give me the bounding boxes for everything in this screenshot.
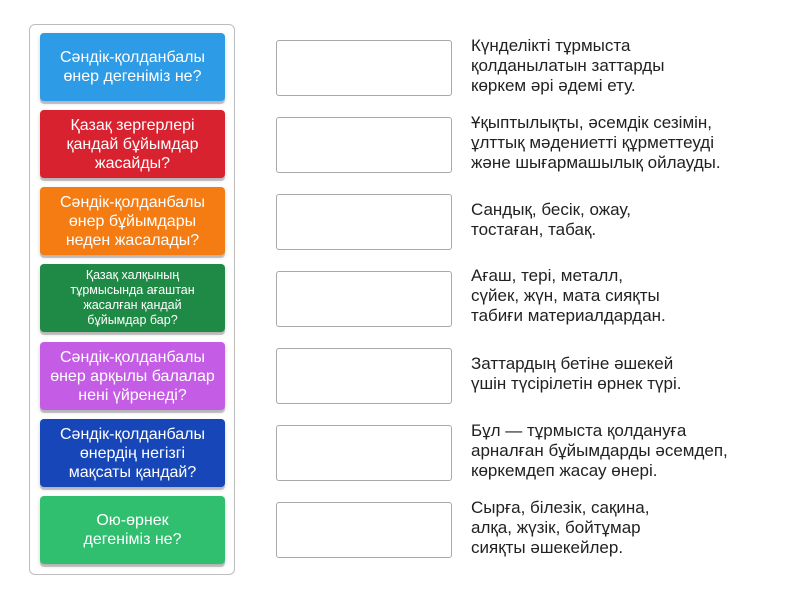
answer-drop-slot-1[interactable] [276, 40, 452, 96]
question-tile-label: Ою-өрнек дегеніміз не? [83, 512, 182, 548]
question-tile-1[interactable] [40, 33, 225, 101]
question-tile-label: Сәндік-қолданбалы өнердің негізгі мақсаты қандай? [60, 425, 205, 481]
question-tile-label: Қазақ зергерлері қандай бұйымдар жасайды? [66, 116, 199, 172]
definition-text-6: Бұл — тұрмыста қолдануға арналған бұйымдарды әсемдеп, көркемдеп жасау өнері. [471, 421, 728, 480]
question-tile-label: Сәндік-қолданбалы өнер арқылы балалар нені үйренеді? [50, 348, 215, 404]
question-tile-6[interactable] [40, 419, 225, 487]
question-tile-7[interactable] [40, 496, 225, 564]
tile-tray [29, 24, 235, 575]
answer-drop-slot-6[interactable] [276, 425, 452, 481]
definition-text-7: Сырға, білезік, сақина, алқа, жүзік, бойтұмар сияқты әшекейлер. [471, 498, 650, 557]
definition-text-1: Күнделікті тұрмыста қолданылатын заттарды көркем әрі әдемі ету. [471, 36, 665, 95]
question-tile-label: Сәндік-қолданбалы өнер дегеніміз не? [60, 49, 205, 85]
question-tile-label: Қазақ халқының тұрмысында ағаштан жасалған қандай бұйымдар бар? [70, 268, 195, 327]
answer-drop-slot-7[interactable] [276, 502, 452, 558]
question-tile-2[interactable] [40, 110, 225, 178]
definition-text-5: Заттардың бетіне әшекей үшін түсірілетін өрнек түрі. [471, 354, 682, 393]
definition-text-3: Сандық, бесік, ожау, тостаған, табақ. [471, 200, 631, 239]
answer-drop-slot-4[interactable] [276, 271, 452, 327]
answer-drop-slot-3[interactable] [276, 194, 452, 250]
answer-drop-slot-2[interactable] [276, 117, 452, 173]
question-tile-label: Сәндік-қолданбалы өнер бұйымдары неден жасалады? [60, 193, 205, 249]
answer-drop-slot-5[interactable] [276, 348, 452, 404]
definition-text-4: Ағаш, тері, металл, сүйек, жүн, мата сияқты табиғи материалдардан. [471, 266, 666, 325]
question-tile-4[interactable] [40, 264, 225, 332]
definition-text-2: Ұқыптылықты, әсемдік сезімін, ұлттық мәдениетті құрметтеуді және шығармашылық ойлауды. [471, 113, 721, 172]
question-tile-3[interactable] [40, 187, 225, 255]
question-tile-5[interactable] [40, 342, 225, 410]
